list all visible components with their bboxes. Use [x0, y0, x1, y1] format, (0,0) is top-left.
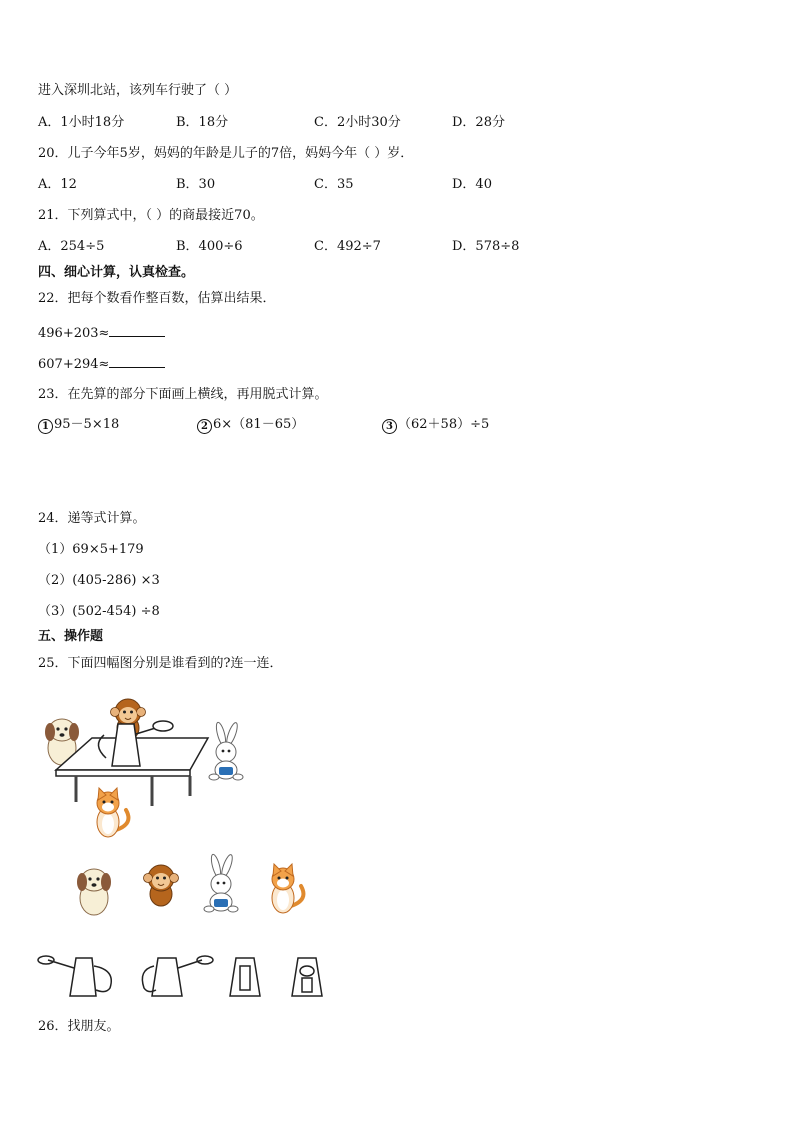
q19-option-a[interactable]: A．1小时18分	[38, 115, 125, 130]
q23-stem: 23．在先算的部分下面画上横线，再用脱式计算。	[38, 387, 328, 402]
circle-number-2: 2	[197, 419, 212, 434]
kettle-view-2-icon[interactable]	[142, 956, 213, 996]
q21-option-d[interactable]: D．578÷8	[452, 239, 520, 254]
q20-stem: 20．儿子今年5岁，妈妈的年龄是儿子的7倍，妈妈今年（ ）岁．	[38, 146, 414, 161]
q19-option-b[interactable]: B．18分	[176, 115, 229, 130]
q24-stem: 24．递等式计算。	[38, 511, 146, 526]
q19-stem: 进入深圳北站，该列车行驶了（ ）	[38, 83, 238, 98]
q21-option-a[interactable]: A．254÷5	[38, 239, 105, 254]
q19-option-c[interactable]: C．2小时30分	[314, 115, 401, 130]
q20-option-b[interactable]: B．30	[176, 177, 216, 192]
q20-option-c[interactable]: C．35	[314, 177, 354, 192]
q24-item-3: （3）(502-454) ÷8	[38, 604, 160, 619]
q26-stem: 26．找朋友。	[38, 1019, 120, 1034]
monkey-option-icon[interactable]	[144, 865, 179, 906]
circle-number-1: 1	[38, 419, 53, 434]
q21-option-c[interactable]: C．492÷7	[314, 239, 381, 254]
cat-icon	[97, 788, 128, 837]
circle-number-3: 3	[382, 419, 397, 434]
q25-stem: 25．下面四幅图分别是谁看到的?连一连．	[38, 656, 283, 671]
q19-option-d[interactable]: D．28分	[452, 115, 505, 130]
q23-expr-1: 95－5×18	[54, 417, 120, 432]
dog-option-icon[interactable]	[77, 869, 111, 915]
q21-stem: 21．下列算式中，（ ）的商最接近70。	[38, 208, 264, 223]
q23-expr-2: 6×（81－65）	[213, 417, 305, 432]
q20-option-d[interactable]: D．40	[452, 177, 492, 192]
kettle-view-3-icon[interactable]	[230, 958, 260, 996]
rabbit-option-icon[interactable]	[204, 854, 238, 912]
rabbit-icon	[209, 722, 243, 780]
q21-option-b[interactable]: B．400÷6	[176, 239, 243, 254]
q24-item-1: （1）69×5+179	[38, 542, 144, 557]
q22-expr-1: 496+203≈	[38, 326, 110, 341]
q24-item-2: （2）(405-286) ×3	[38, 573, 160, 588]
cat-option-icon[interactable]	[272, 864, 303, 913]
section-4-title: 四、细心计算，认真检查。	[38, 265, 195, 280]
q22-expr-2: 607+294≈	[38, 357, 110, 372]
q22-stem: 22．把每个数看作整百数，估算出结果．	[38, 291, 276, 306]
q20-option-a[interactable]: A．12	[38, 177, 77, 192]
kettle-view-1-icon[interactable]	[38, 956, 111, 996]
section-5-title: 五、操作题	[38, 629, 104, 644]
q23-expr-3: （62＋58）÷5	[398, 417, 490, 432]
kettle-view-4-icon[interactable]	[292, 958, 322, 996]
